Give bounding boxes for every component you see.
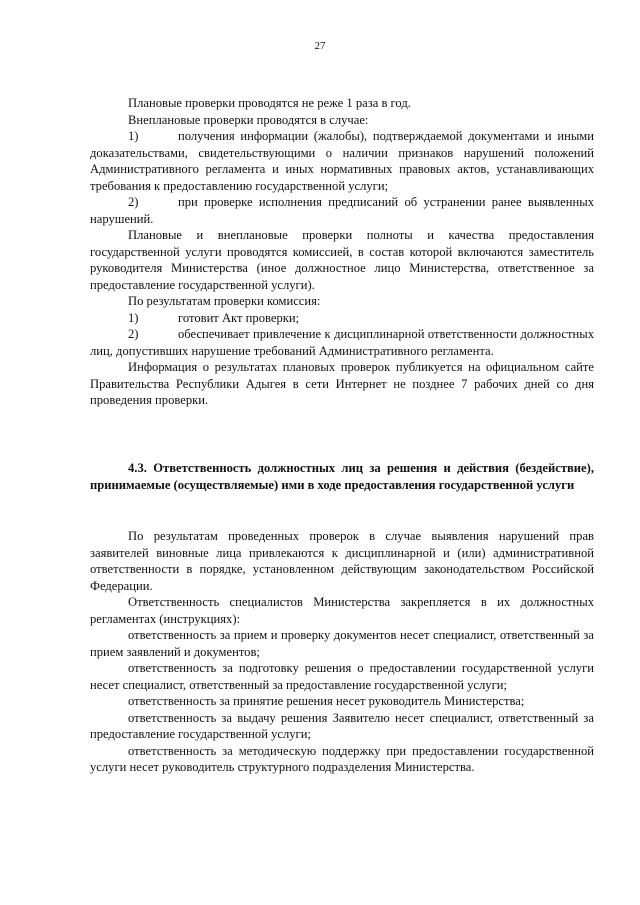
page-number: 27 xyxy=(314,40,326,52)
list-item-text: получения информации (жалобы), подтверждаемой документами и иными доказательствами, свидетельствующими о наличии признаков нарушений положений Административного регламента и иных нормативных правовых актов, устанавливающих требования к предоставлению государственной услуги; xyxy=(90,129,594,193)
list-item-text xyxy=(90,194,594,227)
paragraph-decision-issue: ответственность за выдачу решения Заявителю несет специалист, ответственный за предоставление государственной услуги; xyxy=(90,710,594,741)
list-item-content: при проверке исполнения предписаний об устранении ранее выявленных нарушений. xyxy=(90,195,594,226)
paragraph-decision-making: ответственность за принятие решения несет руководитель Министерства; xyxy=(128,694,525,708)
section-heading: 4.3. Ответственность должностных лиц за решения и действия (бездействие), принимаемые (осуществляемые) ими в ходе предоставления государственной услуги xyxy=(90,461,594,492)
paragraph-violations: По результатам проведенных проверок в случае выявления нарушений прав заявителей виновные лица привлекаются к дисциплинарной и (или) административной ответственности в порядке, установленном действующим законодательством Российской Федерации. xyxy=(90,529,594,593)
section-responsibility xyxy=(90,460,594,493)
paragraph-decision-prep: ответственность за подготовку решения о предоставлении государственной услуги несет специалист, ответственный за предоставление государственной услуги; xyxy=(90,661,594,692)
paragraph-document-check: ответственность за прием и проверку документов несет специалист, ответственный за прием заявлений и документов; xyxy=(90,628,594,659)
list-item-number: 1) xyxy=(128,129,139,143)
list-item-content: обеспечивает привлечение к дисциплинарной ответственности должностных лиц, допустивших нарушение требований Административного регламента. xyxy=(90,327,594,358)
section-responsibility-body xyxy=(90,528,594,776)
paragraph-publication: Информация о результатах плановых проверок публикуется на официальном сайте Правительства Республики Адыгея в сети Интернет не позднее 7 рабочих дней со дня проведения проверки. xyxy=(90,360,594,407)
section-inspections xyxy=(90,95,594,409)
paragraph-unplanned-inspections: Внеплановые проверки проводятся в случае: xyxy=(128,112,369,127)
paragraph-results: По результатам проверки комиссия: xyxy=(128,294,321,308)
list-item-text xyxy=(90,326,594,359)
list-item-content: готовит Акт проверки; xyxy=(178,310,300,325)
list-item-number: 2) xyxy=(128,327,139,341)
list-item-number: 2) xyxy=(128,195,139,209)
paragraph-planned-inspections: Плановые проверки проводятся не реже 1 раза в год. xyxy=(128,96,411,110)
paragraph-methodical-support: ответственность за методическую поддержку при предоставлении государственной услуги несет руководитель структурного подразделения Министерства. xyxy=(90,743,594,774)
list-item-number: 1) xyxy=(128,310,139,325)
paragraph-specialists: Ответственность специалистов Министерства закрепляется в их должностных регламентах (инструкциях): xyxy=(90,595,594,626)
paragraph-commission: Плановые и внеплановые проверки полноты и качества предоставления государственной услуги проводятся комиссией, в состав которой включаются заместитель руководителя Министерства (иное должностное лицо Министерства, ответственное за предоставление государственной услуги). xyxy=(90,228,594,292)
list-item-text xyxy=(90,310,594,327)
